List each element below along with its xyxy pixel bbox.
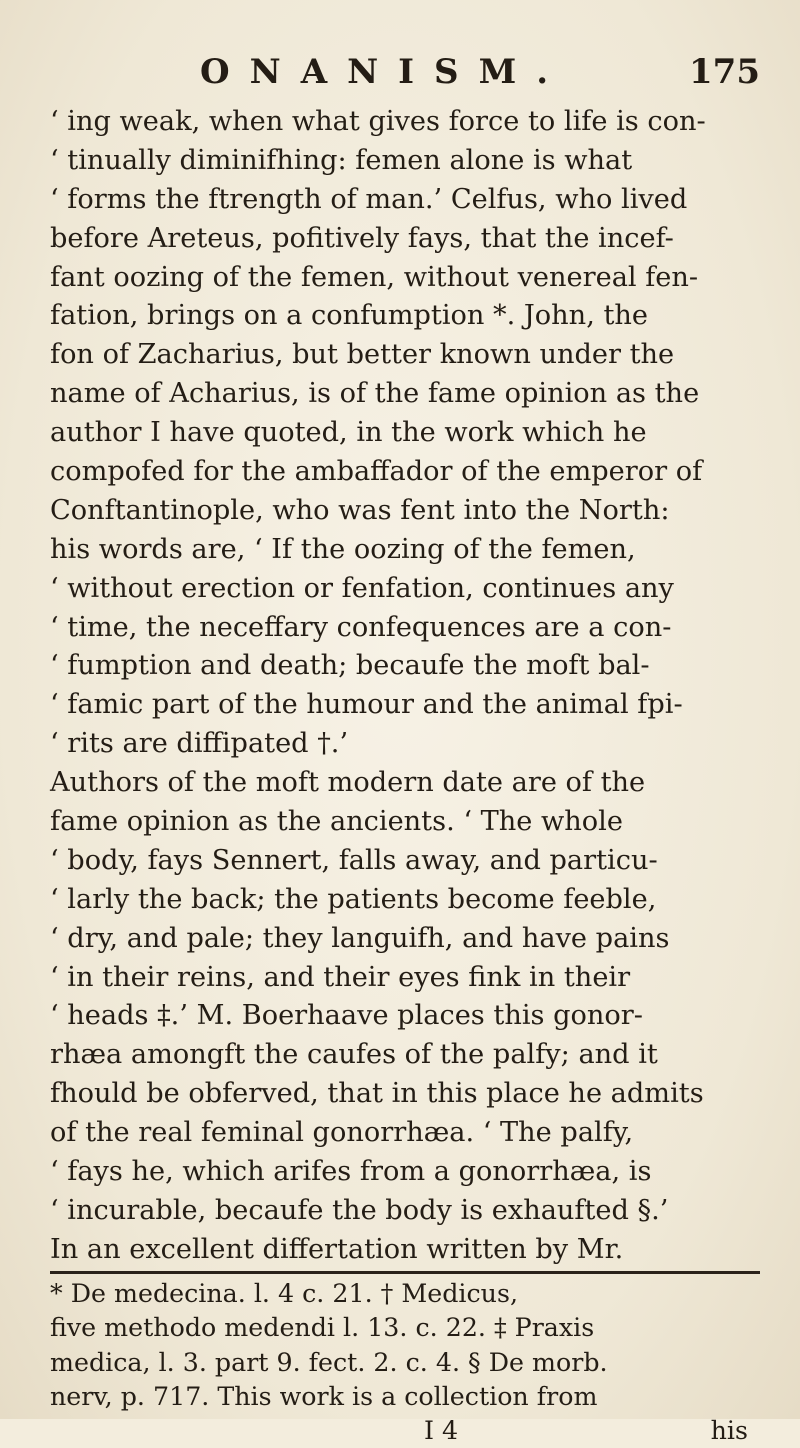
text-line: ‘ fumption and death; becaufe the moft bal- (50, 650, 650, 682)
text-line: ‘ fays he, which arifes from a gonorrhæa, is (50, 1156, 652, 1188)
text-line: ‘ heads ‡.’ M. Boerhaave places this gonor- (50, 1000, 643, 1032)
text-line: fation, brings on a confumption *. John, the (50, 300, 649, 332)
text-line: ‘ famic part of the humour and the animal fpi- (50, 689, 683, 721)
footnote-line: nerv, p. 717. This work is a collection from (50, 1381, 598, 1411)
text-line: ‘ body, fays Sennert, falls away, and particu- (50, 844, 658, 876)
footnote-line: five methodo medendi l. 13. c. 22. ‡ Praxis (50, 1313, 595, 1343)
footnote-line: medica, l. 3. part 9. fect. 2. c. 4. § De morb. (50, 1347, 608, 1377)
text-line: ‘ time, the neceffary confequences are a con- (50, 611, 672, 643)
text-line: his words are, ‘ If the oozing of the femen, (50, 533, 636, 565)
text-line: rhæa amongft the caufes of the palfy; and it (50, 1039, 658, 1071)
text-line: ‘ larly the back; the patients become feeble, (50, 883, 657, 915)
text-line: In an excellent differtation written by Mr. (50, 1233, 624, 1265)
text-line: ‘ dry, and pale; they languifh, and have pains (50, 922, 670, 954)
footnote-line: * De medecina. l. 4 c. 21. † Medicus, (50, 1279, 518, 1308)
text-line: fhould be obferved, that in this place he admits (50, 1078, 704, 1110)
text-line: of the real feminal gonorrhæa. ‘ The palfy, (50, 1117, 634, 1149)
text-line: author I have quoted, in the work which he (50, 417, 647, 449)
text-line: ‘ without erection or fenfation, continues any (50, 572, 674, 604)
text-line: ‘ in their reins, and their eyes fink in their (50, 961, 631, 993)
text-line: ‘ tinually diminifhing: femen alone is what (50, 144, 633, 176)
main-text (50, 103, 760, 1270)
running-title: ONANISM. (200, 52, 569, 92)
text-line: ‘ ing weak, when what gives force to life is con- (50, 106, 706, 137)
text-line: fon of Zacharius, but better known under the (50, 339, 675, 371)
text-line: compofed for the ambaffador of the emperor of (50, 456, 703, 488)
page-number: 175 (689, 52, 760, 92)
page-header (200, 52, 760, 96)
text-line: fame opinion as the ancients. ‘ The whole (50, 806, 623, 838)
footnote-rule (50, 1271, 760, 1274)
catchword: his (710, 1416, 748, 1446)
signature-line (50, 1414, 760, 1448)
text-line: name of Acharius, is of the fame opinion as the (50, 378, 700, 410)
text-line: Conftantinople, who was fent into the North: (50, 494, 670, 526)
text-line: ‘ incurable, becaufe the body is exhaufted §.’ (50, 1194, 669, 1226)
text-line: ‘ rits are diffipated †.’ (50, 728, 349, 760)
text-line: fant oozing of the femen, without venereal fen- (50, 261, 699, 293)
text-line: Authors of the moft modern date are of the (50, 767, 646, 799)
footnotes (50, 1277, 760, 1448)
text-line: before Areteus, pofitively fays, that the incef- (50, 222, 674, 254)
signature-mark: I 4 (424, 1416, 459, 1446)
text-line: ‘ forms the ftrength of man.’ Celfus, who lived (50, 183, 688, 215)
